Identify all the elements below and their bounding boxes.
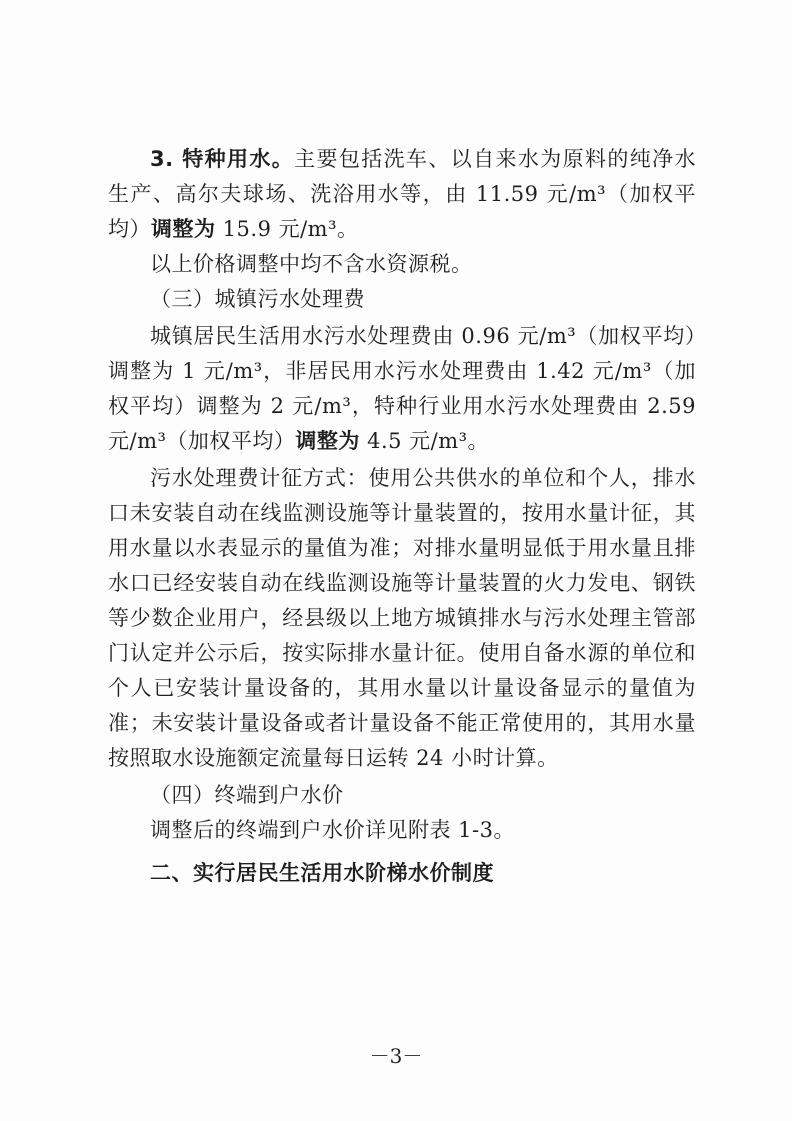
item-3-bold: 调整为 — [151, 217, 216, 241]
paragraph-special-water — [108, 142, 696, 247]
paragraph-tax-note: 以上价格调整中均不含水资源税。 — [150, 252, 473, 276]
section-4-heading: （四）终端到户水价 — [150, 783, 344, 807]
part-2-heading: 二、实行居民生活用水阶梯水价制度 — [150, 861, 494, 885]
item-3-lead: 3. 特种用水。 — [150, 147, 295, 171]
item-3-text: 主要包括洗车、以自来水为原料的纯净水生产、高尔夫球场、洗浴用水等，由 11.59 元/m³（加权平均） — [108, 147, 697, 241]
sewage-fee-bold: 调整为 — [295, 429, 360, 453]
sewage-fee-text: 城镇居民生活用水污水处理费由 0.96 元/m³（加权平均）调整为 1 元/m³，非居民用水污水处理费由 1.42 元/m³（加权平均）调整为 2 元/m³，特种行业用水污水处理费由 2.59 元/m³（加权平均） — [108, 324, 696, 453]
document-body — [108, 142, 696, 891]
page-number: －3－ — [369, 1044, 423, 1068]
paragraph-terminal-price: 调整后的终端到户水价详见附表 1-3。 — [150, 818, 515, 842]
sewage-fee-price: 4.5 元/m³。 — [359, 429, 490, 453]
paragraph-sewage-method: 污水处理费计征方式：使用公共供水的单位和个人，排水口未安装自动在线监测设施等计量装置的，按用水量计征，其用水量以水表显示的量值为准；对排水量明显低于用水量且排水口已经安装自动在线监测设施等计量装置的火力发电、钢铁等少数企业用户，经县级以上地方城镇排水与污水处理主管部门认定并公示后，按实际排水量计征。使用自备水源的单位和个人已安装计量设备的，其用水量以计量设备显示的量值为准；未安装计量设备或者计量设备不能正常使用的，其用水量按照取水设施额定流量每日运转 24 小时计算。 — [108, 466, 696, 770]
paragraph-sewage-fee — [108, 319, 696, 459]
section-3-heading: （三）城镇污水处理费 — [150, 287, 365, 311]
item-3-price: 15.9 元/m³。 — [215, 217, 359, 241]
